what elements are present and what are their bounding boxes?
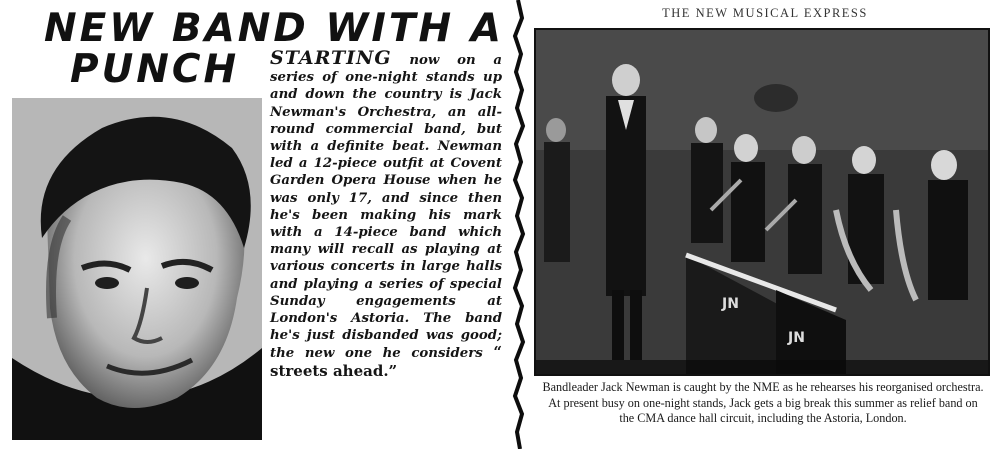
headline-line-2: PUNCH xyxy=(70,47,240,92)
headline-line-1: NEW BAND WITH A xyxy=(44,6,504,51)
band-photo xyxy=(534,28,990,376)
portrait-photo xyxy=(12,98,262,440)
portrait-illustration xyxy=(12,98,262,440)
masthead: THE NEW MUSICAL EXPRESS xyxy=(662,6,868,20)
article-body xyxy=(270,47,502,381)
torn-edge-divider xyxy=(508,0,528,449)
band-photo-illustration xyxy=(536,30,988,374)
article-text: now on a series of one-night stands up and down the country is Jack Newman's Orchestra, an all-round commercial band, but with a definite beat. Newman led a 12-piece outfit at Covent Garden Opera House when he was only 17, and since then he's been making his mark with a 14-piece band which many will recall as playing at various concerts in large halls and playing a series of special Sunday engagements at London's Astoria. The band he's just disbanded was good; the new one he considers xyxy=(270,53,502,362)
stand-lettering-2: JN xyxy=(788,330,805,346)
article-closing-quote: “ streets ahead.” xyxy=(270,343,502,380)
photo-caption: Bandleader Jack Newman is caught by the NME as he rehearses his reorganised orchestra. At present busy on one-night stands, Jack gets a big break this summer as relief band on the CMA dance hall circuit, including the Astoria, London. xyxy=(542,380,984,425)
article-lead-word: STARTING xyxy=(270,47,392,69)
stand-lettering-1: JN xyxy=(722,296,739,312)
